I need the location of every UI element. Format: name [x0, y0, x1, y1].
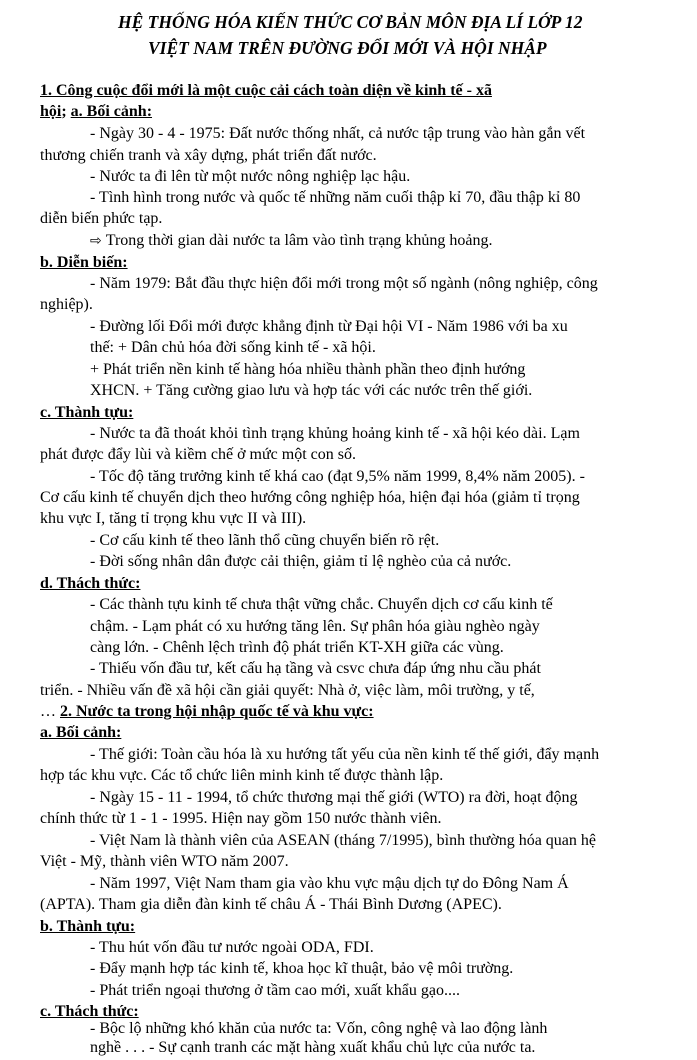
s2-c-line: nghề . . . - Sự cạnh tranh các mặt hàng xuất khẩu chủ lực của nước ta.: [90, 1039, 536, 1056]
s2-b-label: b. Thành tựu:: [40, 918, 136, 935]
s1-b-line: nghiệp).: [40, 296, 93, 313]
s1-d-label: d. Thách thức:: [40, 575, 141, 592]
s1-c-line: phát được đẩy lùi và kiềm chế ở mức một con số.: [40, 446, 356, 463]
s1-a-conclusion: [90, 230, 492, 251]
s1-a-line: Trong thời gian dài nước ta lâm vào tình trạng khủng hoảng.: [105, 232, 493, 249]
s1-d-line: chậm. - Lạm phát có xu hướng tăng lên. Sự phân hóa giàu nghèo ngày: [90, 618, 540, 635]
s1-c-label: c. Thành tựu:: [40, 404, 134, 421]
s1-c-line: - Cơ cấu kinh tế theo lãnh thổ cũng chuyển biến rõ rệt.: [90, 532, 440, 549]
s1-d-line: triển. - Nhiều vấn đề xã hội cần giải quyết: Nhà ở, việc làm, môi trường, y tế,: [40, 682, 535, 699]
s2-c-label: c. Thách thức:: [40, 1003, 139, 1020]
s1-b-line: + Phát triển nền kinh tế hàng hóa nhiều thành phần theo định hướng: [90, 361, 526, 378]
s1-c-line: - Đời sống nhân dân được cải thiện, giảm tỉ lệ nghèo của cả nước.: [90, 553, 512, 570]
s2-a-line: Việt - Mỹ, thành viên WTO năm 2007.: [40, 853, 289, 870]
s1-a-line: - Tình hình trong nước và quốc tế những năm cuối thập kỉ 70, đầu thập kỉ 80: [90, 189, 581, 206]
s2-c-line: - Bộc lộ những khó khăn của nước ta: Vốn, công nghệ và lao động lành: [90, 1020, 548, 1037]
title-line-2: VIỆT NAM TRÊN ĐƯỜNG ĐỔI MỚI VÀ HỘI NHẬP: [148, 38, 547, 58]
s2-b-line: - Phát triển ngoại thương ở tầm cao mới, xuất khẩu gạo....: [90, 982, 460, 999]
s1-c-line: - Tốc độ tăng trưởng kinh tế khá cao (đạt 9,5% năm 1999, 8,4% năm 2005). -: [90, 468, 585, 485]
s2-b-line: - Đẩy mạnh hợp tác kinh tế, khoa học kĩ thuật, bảo vệ môi trường.: [90, 960, 514, 977]
s1-b-line: thế: + Dân chủ hóa đời sống kinh tế - xã hội.: [90, 339, 376, 356]
s1-b-line: XHCN. + Tăng cường giao lưu và hợp tác với các nước trên thế giới.: [90, 382, 533, 399]
s1-a-line: diễn biến phức tạp.: [40, 210, 163, 227]
section-1-heading-word: hội: [40, 103, 62, 120]
section-1-heading: 1. Công cuộc đổi mới là một cuộc cải cách toàn diện về kinh tế - xã: [40, 82, 492, 99]
s1-c-line: Cơ cấu kinh tế chuyển dịch theo hướng công nghiệp hóa, hiện đại hóa (giảm tỉ trọng: [40, 489, 580, 506]
s1-c-line: - Nước ta đã thoát khỏi tình trạng khủng hoảng kinh tế - xã hội kéo dài. Lạm: [90, 425, 580, 442]
s1-d-ellipsis: …: [40, 703, 60, 720]
s2-a-label: a. Bối cảnh:: [40, 724, 122, 741]
s2-b-line: - Thu hút vốn đầu tư nước ngoài ODA, FDI.: [90, 939, 374, 956]
s1-d-line: càng lớn. - Chênh lệch trình độ phát triển KT-XH giữa các vùng.: [90, 639, 504, 656]
s1-d-line: - Thiếu vốn đầu tư, kết cấu hạ tầng và csvc chưa đáp ứng nhu cầu phát: [90, 660, 541, 677]
s1-a-line: thương chiến tranh và xây dựng, phát triển đất nước.: [40, 147, 377, 164]
section-2-heading-line: [40, 701, 374, 722]
section-2-heading: 2. Nước ta trong hội nhập quốc tế và khu vực:: [60, 703, 374, 720]
s1-b-line: - Đường lối Đổi mới được khẳng định từ Đại hội VI - Năm 1986 với ba xu: [90, 318, 568, 335]
title-line-1: HỆ THỐNG HÓA KIẾN THỨC CƠ BẢN MÔN ĐỊA LÍ LỚP 12: [118, 12, 583, 32]
s2-a-line: - Năm 1997, Việt Nam tham gia vào khu vực mậu dịch tự do Đông Nam Á: [90, 875, 569, 892]
s2-a-line: hợp tác khu vực. Các tổ chức liên minh kinh tế được thành lập.: [40, 767, 444, 784]
s1-b-label: b. Diễn biến:: [40, 254, 128, 271]
s1-a-line: - Nước ta đi lên từ một nước nông nghiệp lạc hậu.: [90, 168, 411, 185]
s1-a-label: a. Bối cảnh:: [70, 103, 153, 120]
section-1-heading-sep: ;: [61, 103, 71, 120]
s2-a-line: - Việt Nam là thành viên của ASEAN (tháng 7/1995), bình thường hóa quan hệ: [90, 832, 596, 849]
s1-b-line: - Năm 1979: Bắt đầu thực hiện đổi mới trong một số ngành (nông nghiệp, công: [90, 275, 598, 292]
section-1-heading-cont: [40, 101, 152, 122]
s1-c-line: khu vực I, tăng tỉ trọng khu vực II và III).: [40, 510, 307, 527]
s1-a-line: - Ngày 30 - 4 - 1975: Đất nước thống nhất, cả nước tập trung vào hàn gắn vết: [90, 125, 586, 142]
s2-a-line: - Thế giới: Toàn cầu hóa là xu hướng tất yếu của nền kinh tế thế giới, đẩy mạnh: [90, 746, 600, 763]
right-arrow-icon: ⇨: [90, 233, 102, 249]
s2-a-line: (APTA). Tham gia diễn đàn kinh tế châu Á - Thái Bình Dương (APEC).: [40, 896, 502, 913]
s2-a-line: chính thức từ 1 - 1 - 1995. Hiện nay gồm 150 nước thành viên.: [40, 810, 442, 827]
s2-a-line: - Ngày 15 - 11 - 1994, tổ chức thương mại thế giới (WTO) ra đời, hoạt động: [90, 789, 578, 806]
s1-d-line: - Các thành tựu kinh tế chưa thật vững chắc. Chuyển dịch cơ cấu kinh tế: [90, 596, 553, 613]
